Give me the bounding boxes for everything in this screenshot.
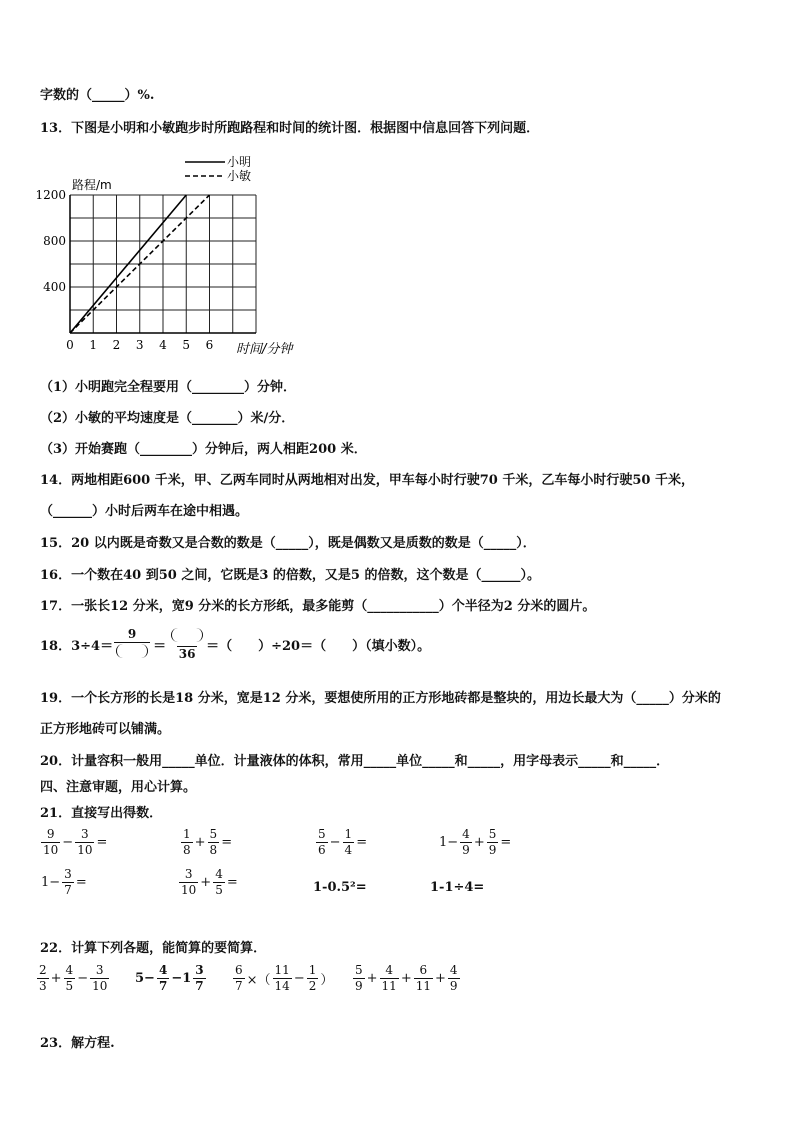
- x-tick-label: 2: [112, 338, 121, 352]
- section-4-heading: 四、注意审题，用心计算。: [40, 780, 197, 795]
- y-tick-label: 1200: [35, 188, 66, 202]
- q16: 16．一个数在40 到50 之间，它既是3 的倍数，又是5 的倍数，这个数是（______）。: [40, 568, 540, 583]
- y-axis-label: 路程/m: [72, 178, 112, 192]
- q12-tail: 字数的（_____）%.: [40, 88, 155, 103]
- x-tick-label: 4: [159, 338, 167, 352]
- x-tick-label: 5: [182, 338, 191, 352]
- q22-expr-4: $\frac{5}{9}$ + $\frac{4}{11}$ + $\frac{6}{11}$ + $\frac{4}{9}$: [355, 963, 458, 993]
- q13-stem: 13．下图是小明和小敏跑步时所跑路程和时间的统计图．根据图中信息回答下列问题．: [40, 121, 540, 136]
- q18: 18．3÷4＝ 9 ＝ 36 ＝（ ）÷20＝（ ）（填小数）。: [40, 627, 431, 661]
- legend-label-2: 小敏: [227, 169, 252, 183]
- q21-expr-2: $\frac{1}{8}$ + $\frac{5}{8}$ =: [183, 827, 233, 857]
- q15: 15．20 以内既是奇数又是合数的数是（_____），既是偶数又是质数的数是（_____）．: [40, 536, 536, 551]
- q17: 17．一张长12 分米，宽9 分米的长方形纸，最多能剪（___________）个半径为2 分米的圆片。: [40, 599, 596, 614]
- q18-frac1-den: [114, 642, 150, 661]
- q13-sub2: （2）小敏的平均速度是（_______）米/分．: [40, 411, 295, 426]
- q21-expr-5: 1− $\frac{3}{7}$ =: [41, 867, 87, 897]
- x-tick-label: 6: [205, 338, 214, 352]
- q22-expr-2: 5− $\frac{4}{7}$ −1 $\frac{3}{7}$: [135, 963, 204, 993]
- q19-line2: 正方形地砖可以铺满。: [40, 722, 171, 737]
- q22-expr-1: $\frac{2}{3}$ + $\frac{4}{5}$ − $\frac{3}{10}$: [39, 963, 108, 993]
- q18-frac2-num: [169, 628, 205, 646]
- q22-expr-3: $\frac{6}{7}$ ×（ $\frac{11}{14}$ − $\frac{1}{2}$ ）: [235, 963, 334, 993]
- x-tick-label: 0: [66, 338, 74, 352]
- q18-frac2: [169, 628, 205, 660]
- q18-frac1-num: 9: [127, 627, 137, 641]
- y-tick-label: 400: [43, 280, 66, 294]
- q21-expr-6: $\frac{3}{10}$ + $\frac{4}{5}$ =: [181, 867, 238, 897]
- q21-title: 21．直接写出得数．: [40, 806, 163, 821]
- q13-sub1: （1）小明跑完全程要用（________）分钟．: [40, 380, 297, 395]
- q21-expr-7: 1-0.5²=: [313, 880, 367, 895]
- q18-frac1: [114, 628, 150, 660]
- q19-line1: 19．一个长方形的长是18 分米，宽是12 分米，要想使所用的正方形地砖都是整块的，用边长最大为（_____）分米的: [40, 691, 721, 706]
- legend-label-1: 小明: [227, 155, 252, 169]
- y-tick-label: 800: [43, 234, 66, 248]
- q21-expr-3: $\frac{5}{6}$ − $\frac{1}{4}$ =: [318, 827, 368, 857]
- q23: 23．解方程.: [40, 1036, 115, 1051]
- q18-lead: 18．3÷4＝: [40, 638, 114, 654]
- q21-expr-8: 1-1÷4=: [430, 880, 485, 895]
- x-tick-label: 3: [135, 338, 144, 352]
- q22-title: 22．计算下列各题，能简算的要简算．: [40, 941, 267, 956]
- q21-expr-1: $\frac{9}{10}$ − $\frac{3}{10}$ =: [43, 827, 108, 857]
- q20: 20．计量容积一般用_____单位．计量液体的体积，常用_____单位_____和_____，用字母表示_____和_____．: [40, 754, 670, 769]
- q14-line2: （______）小时后两车在途中相遇。: [40, 504, 249, 519]
- x-tick-label: 1: [89, 338, 98, 352]
- q21-expr-4: 1− $\frac{4}{9}$ + $\frac{5}{9}$ =: [439, 827, 512, 857]
- q14-line1: 14．两地相距600 千米，甲、乙两车同时从两地相对出发，甲车每小时行驶70 千米，乙车每小时行驶50 千米，: [40, 473, 694, 488]
- q13-sub3: （3）开始赛跑（________）分钟后，两人相距200 米．: [40, 442, 367, 457]
- q18-tail: ＝（ ）÷20＝（ ）（填小数）。: [206, 638, 431, 654]
- q18-frac2-den: 36: [178, 646, 196, 661]
- distance-time-chart: [30, 150, 330, 360]
- x-axis-label: 时间/分钟: [236, 342, 293, 357]
